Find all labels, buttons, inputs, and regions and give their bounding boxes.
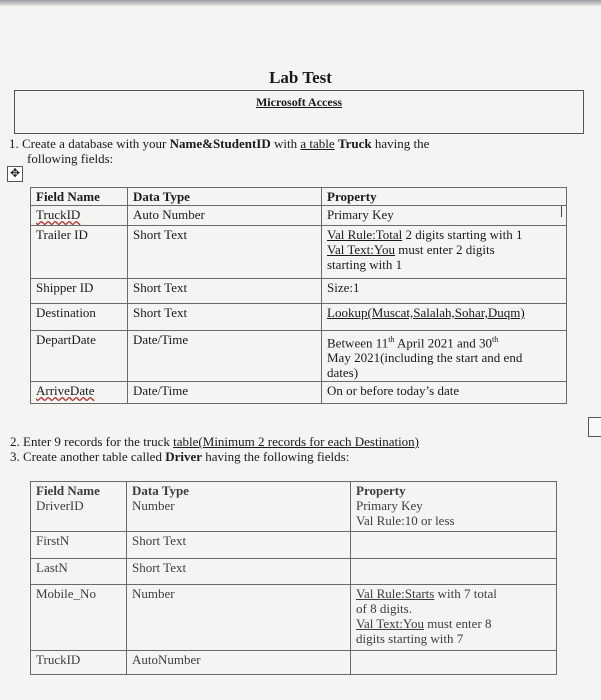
table-row: DepartDate Date/Time Between 11th April 2021 and 30th May 2021(including the start and end dates) bbox=[31, 331, 567, 382]
driver-fields-table bbox=[30, 481, 557, 675]
table-header-row: Field Name Data Type Property bbox=[31, 188, 567, 206]
cursor-mark bbox=[561, 206, 562, 217]
browser-edge bbox=[0, 0, 601, 6]
table-move-handle-icon[interactable]: ✥ bbox=[7, 166, 23, 182]
table-row: ArriveDate Date/Time On or before today’s date bbox=[31, 382, 567, 404]
table-row: TruckID AutoNumber bbox=[31, 651, 557, 675]
table-row: FirstN Short Text bbox=[31, 532, 557, 559]
page-subtitle: Microsoft Access bbox=[255, 95, 343, 109]
table-row: Destination Short Text Lookup(Muscat,Salalah,Sohar,Duqm) bbox=[31, 304, 567, 331]
table-row: TruckID Auto Number Primary Key bbox=[31, 206, 567, 226]
questions-2-3: 2. Enter 9 records for the truck table(Minimum 2 records for each Destination) 3. Create another table called Driver having the following fields: bbox=[10, 434, 420, 464]
truck-fields-table bbox=[30, 187, 567, 404]
checkbox-square[interactable] bbox=[588, 417, 601, 437]
table-row: Mobile_No Number Val Rule:Starts with 7 total of 8 digits. Val Text:You must enter 8 digits starting with 7 bbox=[31, 585, 557, 651]
table-header-row: Field Name DriverID Data Type Number Property Primary Key Val Rule:10 or less bbox=[31, 482, 557, 532]
question-1: 1. Create a database with your Name&StudentID with a table Truck having the following fields: bbox=[9, 136, 430, 166]
page-title: Lab Test bbox=[269, 68, 332, 87]
table-row: Shipper ID Short Text Size:1 bbox=[31, 279, 567, 304]
table-row: LastN Short Text bbox=[31, 559, 557, 585]
table-row: Trailer ID Short Text Val Rule:Total 2 digits starting with 1 Val Text:You must enter 2 digits starting with 1 bbox=[31, 226, 567, 279]
subtitle-box bbox=[14, 90, 584, 134]
